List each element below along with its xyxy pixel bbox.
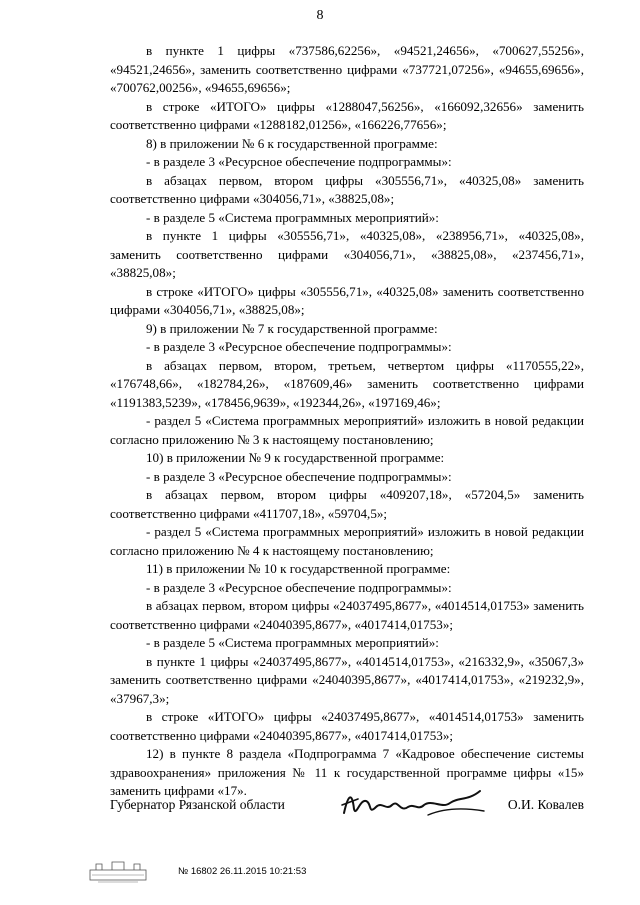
paragraph: в пункте 1 цифры «24037495,8677», «4014514,01753», «216332,9», «35067,3» заменить соответственно цифрами «24040395,8677», «4017414,01753», «219232,9», «37967,3»; (110, 653, 584, 706)
document-body (110, 42, 584, 801)
paragraph: - раздел 5 «Система программных мероприятий» изложить в новой редакции согласно приложению № 3 к настоящему постановлению; (110, 413, 584, 447)
signature-image (338, 785, 488, 825)
paragraph: в строке «ИТОГО» цифры «1288047,56256», «166092,32656» заменить соответственно цифрами «1288182,01256», «166226,77656»; (110, 98, 584, 132)
paragraph: в абзацах первом, втором цифры «409207,18», «57204,5» заменить соответственно цифрами «411707,18», «59704,5»; (110, 487, 584, 521)
governor-title: Губернатор Рязанской области (110, 797, 285, 812)
paragraph: в строке «ИТОГО» цифры «24037495,8677», «4014514,01753» заменить соответственно цифрами «24040395,8677», «4017414,01753»; (110, 709, 584, 743)
paragraph: - раздел 5 «Система программных мероприятий» изложить в новой редакции согласно приложению № 4 к настоящему постановлению; (110, 524, 584, 558)
registration-stamp (88, 860, 388, 884)
paragraph: - в разделе 3 «Ресурсное обеспечение подпрограммы»: (146, 154, 452, 169)
signature-block (110, 793, 584, 823)
archive-stamp-icon (88, 860, 148, 884)
paragraph: в пункте 1 цифры «305556,71», «40325,08», «238956,71», «40325,08», заменить соответственно цифрами «304056,71», «38825,08», «237456,71», «38825,08»; (110, 228, 584, 280)
paragraph: - в разделе 3 «Ресурсное обеспечение подпрограммы»: (146, 339, 452, 354)
registration-number: № 16802 26.11.2015 10:21:53 (178, 866, 307, 877)
paragraph: - в разделе 3 «Ресурсное обеспечение подпрограммы»: (146, 468, 452, 484)
paragraph: 10) в приложении № 9 к государственной программе: (146, 450, 445, 465)
paragraph: 8) в приложении № 6 к государственной программе: (146, 135, 438, 151)
paragraph: 9) в приложении № 7 к государственной программе: (146, 320, 438, 336)
paragraph: в строке «ИТОГО» цифры «305556,71», «40325,08» заменить соответственно цифрами «304056,71», «38825,08»; (110, 283, 584, 317)
governor-name: О.И. Ковалев (507, 797, 584, 812)
paragraph: - в разделе 5 «Система программных мероприятий»: (146, 209, 439, 225)
paragraph: 11) в приложении № 10 к государственной программе: (146, 561, 451, 576)
paragraph: - в разделе 5 «Система программных мероприятий»: (146, 635, 439, 650)
paragraph: в пункте 1 цифры «737586,62256», «94521,24656», «700627,55256», «94521,24656», заменить соответственно цифрами «737721,07256», «94655,69656», «700762,00256», «94655,69656»; (110, 43, 584, 95)
paragraph: - в разделе 3 «Ресурсное обеспечение подпрограммы»: (146, 579, 452, 595)
paragraph: 12) в пункте 8 раздела «Подпрограмма 7 «Кадровое обеспечение системы здравоохранения» приложения № 11 к государственной программе цифры «15» заменить цифрами «17». (110, 746, 584, 798)
page-number: 8 (316, 8, 324, 23)
paragraph: в абзацах первом, втором цифры «305556,71», «40325,08» заменить соответственно цифрами «304056,71», «38825,08»; (110, 172, 584, 206)
paragraph: в абзацах первом, втором, третьем, четвертом цифры «1170555,22», «176748,66», «182784,26», «187609,46» заменить соответственно цифрами «1191383,5239», «178456,9639», «192344,26», «197169,46»; (110, 357, 584, 410)
paragraph: в абзацах первом, втором цифры «24037495,8677», «4014514,01753» заменить соответственно цифрами «24040395,8677», «4017414,01753»; (110, 598, 584, 632)
